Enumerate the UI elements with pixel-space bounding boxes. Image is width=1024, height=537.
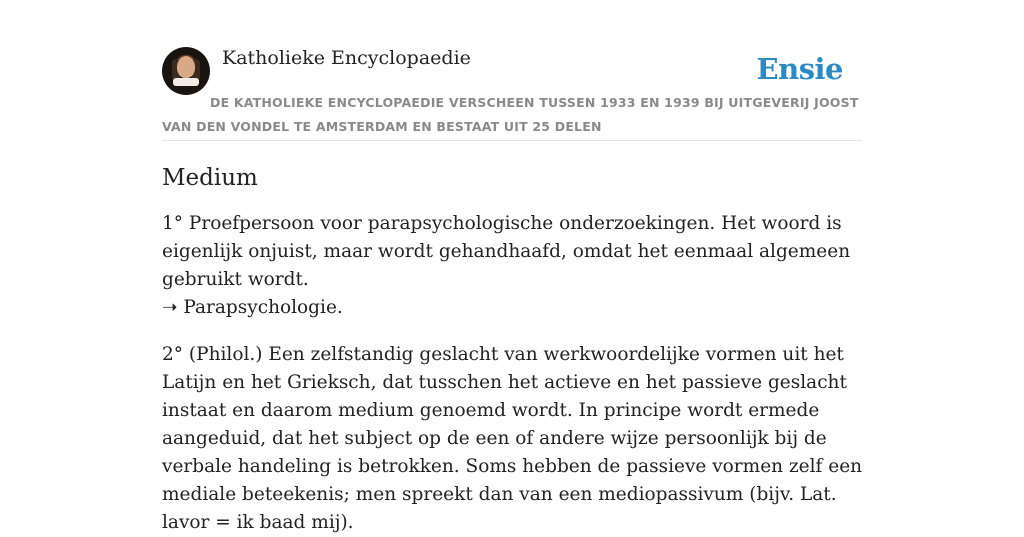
site-description: DE KATHOLIEKE ENCYCLOPAEDIE VERSCHEEN TUSSEN 1933 EN 1939 BIJ UITGEVERIJ JOOST VAN DEN VONDEL TE AMSTERDAM EN BESTAAT UIT 25 DELEN (162, 95, 859, 134)
arrow-right-icon: ➝ (162, 297, 178, 318)
site-header (162, 46, 862, 141)
page-title: Medium (162, 165, 258, 191)
xref-link-parapsychologie[interactable]: Parapsychologie (183, 297, 337, 318)
site-title-link[interactable]: Katholieke Encyclopaedie (222, 47, 471, 69)
avatar-collar (173, 78, 199, 86)
avatar-face (177, 56, 195, 78)
article-content (162, 160, 872, 537)
definition-paragraph-1 (162, 210, 872, 322)
definition-text-1: 1° Proefpersoon voor parapsychologische onderzoekingen. Het woord is eigenlijk onjuist, maar wordt gehandhaafd, omdat het eenmaal algemeen gebruikt wordt. (162, 213, 851, 290)
definition-paragraph-2: 2° (Philol.) Een zelfstandig geslacht van werkwoordelijke vormen uit het Latijn en het Grieksch, dat tusschen het actieve en het passieve geslacht instaat en daarom medium genoemd wordt. In principe wordt ermede aangeduid, dat het subject op de een of andere wijze persoonlijk bij de verbale handeling is betrokken. Soms hebben de passieve vormen zelf een mediale beteekenis; men spreekt dan van een mediopassivum (bijv. Lat. lavor = ik baad mij). (162, 344, 863, 533)
portrait-avatar-icon[interactable] (162, 47, 210, 95)
xref-period: . (336, 297, 343, 318)
ensie-logo-link[interactable]: Ensie (756, 52, 843, 86)
